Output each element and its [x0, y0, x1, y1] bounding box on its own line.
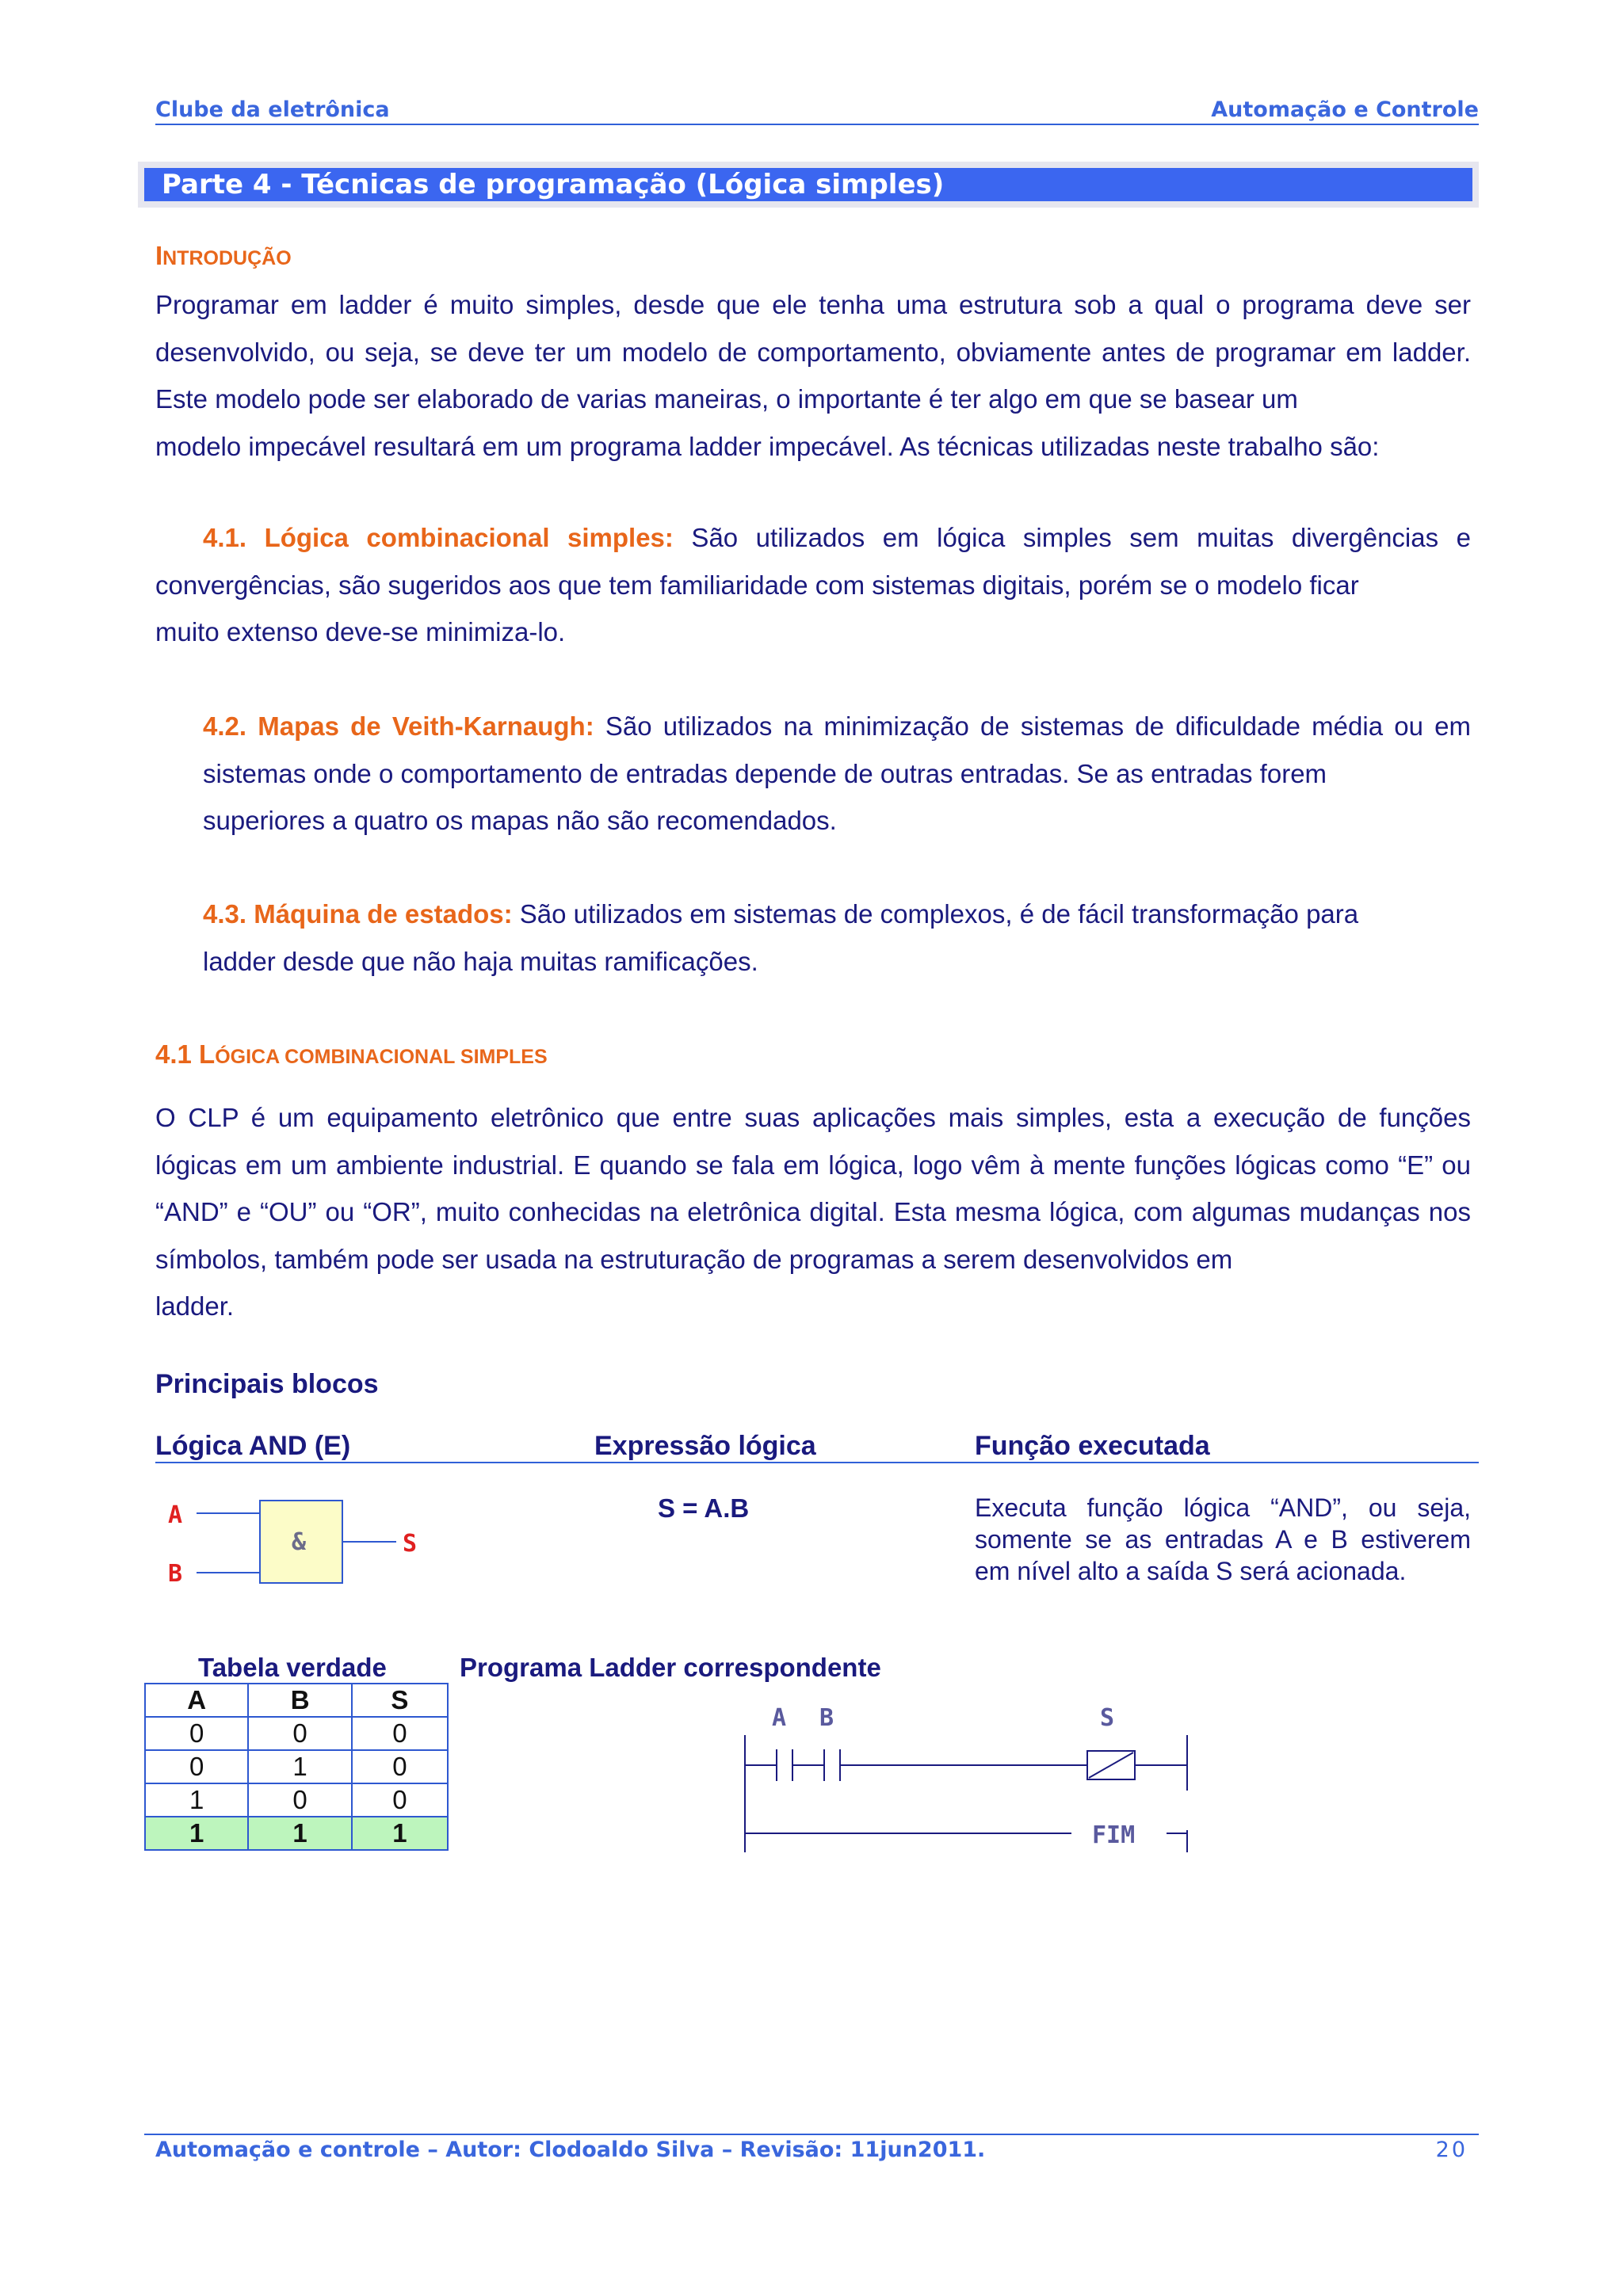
ladder-end-label: FIM — [1092, 1821, 1136, 1849]
table-row — [145, 1750, 448, 1783]
logic-expression: S = A.B — [658, 1493, 750, 1523]
truth-table-header-row — [145, 1684, 448, 1717]
technique-4-3: 4.3. Máquina de estados: São utilizados em sistemas de complexos, é de fácil transformação para ladder desde que não haja muitas ramificações. — [203, 899, 1359, 976]
page-number: 20 — [1435, 2138, 1468, 2162]
cell: 0 — [145, 1750, 248, 1783]
ladder-diagram — [729, 1688, 1205, 1862]
gate-input-a: A — [168, 1501, 183, 1529]
table-row — [145, 1783, 448, 1817]
ladder-label-b: B — [819, 1704, 834, 1732]
truth-table-caption: Tabela verdade — [198, 1653, 387, 1682]
ladder-caption: Programa Ladder correspondente — [460, 1653, 881, 1682]
blocks-header-rule — [155, 1462, 1479, 1463]
cell: 1 — [145, 1817, 248, 1850]
gate-input-b: B — [168, 1560, 183, 1588]
table-row — [145, 1717, 448, 1750]
intro-heading: INTRODUÇÃO — [155, 241, 292, 270]
ladder-label-a: A — [772, 1704, 787, 1732]
page-title: Parte 4 - Técnicas de programação (Lógica simples) — [162, 169, 945, 200]
and-gate-diagram — [158, 1489, 444, 1600]
intro-paragraph: Programar em ladder é muito simples, desde que ele tenha uma estrutura sob a qual o programa deve ser desenvolvido, ou seja, se deve ter um modelo de comportamento, obviamente antes de programar em ladder. Este modelo pode ser elaborado de varias maneiras, o importante é ter algo em que se basear um modelo impecável resultará em um programa ladder impecável. As técnicas utilizadas neste trabalho são: — [155, 290, 1471, 461]
cell: 0 — [248, 1717, 351, 1750]
cell: 1 — [145, 1783, 248, 1817]
cell: 0 — [352, 1750, 448, 1783]
cell: 0 — [248, 1783, 351, 1817]
th-b: B — [248, 1684, 351, 1717]
technique-4-2: 4.2. Mapas de Veith-Karnaugh: São utilizados na minimização de sistemas de dificuldade média ou em sistemas onde o comportamento de entradas depende de outras entradas. Se as entradas forem superiores a quatro os mapas não são recomendados. — [203, 711, 1471, 835]
blocks-title: Principais blocos — [155, 1369, 379, 1399]
cell: 1 — [248, 1817, 351, 1850]
function-description: Executa função lógica “AND”, ou seja, somente se as entradas A e B estiverem em nível alto a saída S será acionada. — [975, 1493, 1471, 1585]
gate-symbol: & — [292, 1528, 307, 1556]
section-4-1-heading: 4.1 LÓGICA COMBINACIONAL SIMPLES — [155, 1039, 548, 1069]
title-frame — [138, 162, 1479, 208]
cell: 0 — [145, 1717, 248, 1750]
technique-4-1: 4.1. Lógica combinacional simples: São utilizados em lógica simples sem muitas divergências e convergências, são sugeridos aos que tem familiaridade com sistemas digitais, porém se o modelo ficar muito extenso deve-se minimiza-lo. — [155, 523, 1471, 646]
truth-table — [144, 1683, 449, 1851]
th-a: A — [145, 1684, 248, 1717]
gate-output-s: S — [403, 1530, 418, 1558]
table-row-highlighted — [145, 1817, 448, 1850]
blocks-col-logic: Lógica AND (E) — [155, 1431, 351, 1461]
th-s: S — [352, 1684, 448, 1717]
cell: 1 — [352, 1817, 448, 1850]
blocks-col-expression: Expressão lógica — [594, 1431, 816, 1461]
blocks-col-function: Função executada — [975, 1431, 1210, 1461]
footer-text: Automação e controle – Autor: Clodoaldo Silva – Revisão: 11jun2011. — [155, 2138, 986, 2162]
footer-rule — [144, 2134, 1479, 2135]
page-header — [155, 95, 1479, 125]
header-left: Clube da eletrônica — [155, 97, 390, 122]
cell: 0 — [352, 1717, 448, 1750]
header-right: Automação e Controle — [1211, 97, 1479, 122]
title-bar — [144, 168, 1472, 201]
ladder-label-s: S — [1100, 1704, 1115, 1732]
cell: 1 — [248, 1750, 351, 1783]
section-4-1-paragraph: O CLP é um equipamento eletrônico que entre suas aplicações mais simples, esta a execução de funções lógicas em um ambiente industrial. E quando se fala em lógica, logo vêm à mente funções lógicas como “E” ou “AND” e “OU” ou “OR”, muito conhecidas na eletrônica digital. Esta mesma lógica, com algumas mudanças nos símbolos, também pode ser usada na estruturação de programas a serem desenvolvidos em ladder. — [155, 1103, 1471, 1321]
cell: 0 — [352, 1783, 448, 1817]
